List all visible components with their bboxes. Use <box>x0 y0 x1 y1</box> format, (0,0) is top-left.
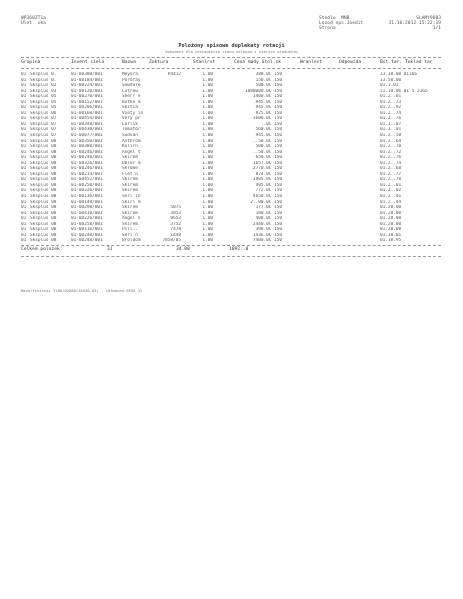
table-cell: 1.00 <box>202 144 213 150</box>
table-cell: 01-0D248/001 <box>71 238 103 244</box>
table-cell: 01 <box>21 232 27 238</box>
table-cell: 1400.0C 150 <box>252 94 282 100</box>
table-cell: 01-0D214/001 <box>71 171 103 177</box>
table-cell: 13.30.08 01166 <box>380 72 418 77</box>
column-header <box>21 60 441 67</box>
data-rows <box>21 72 441 244</box>
table-cell: P4412 <box>167 72 181 77</box>
table-cell: Butko m <box>122 99 141 105</box>
table-cell: Sksplus 08 <box>30 238 57 244</box>
table-cell: 01.20.00 <box>380 221 402 227</box>
table-cell: 01 <box>21 77 27 83</box>
table-cell: Sksplus 08 <box>30 210 57 216</box>
table-cell: 398.0C 150 <box>255 227 282 233</box>
table-cell: Sudvan <box>122 133 138 139</box>
table-cell: 1.00 <box>202 83 213 89</box>
table-cell: 1.00 <box>202 205 213 211</box>
table-cell: 01-0D452/001 <box>71 177 103 183</box>
table-cell: 1436.0C 150 <box>252 232 282 238</box>
table-cell: Sksplus 08 <box>30 166 57 172</box>
table-cell: Sksplus 03 <box>30 88 57 94</box>
table-cell: 01.2..70 <box>380 144 402 150</box>
table-cell: 1.00 <box>202 199 213 205</box>
table-cell: 01.2..77 <box>380 171 402 177</box>
table-cell: 01.1.01 <box>380 83 399 89</box>
table-cell: Sksplus 08 <box>30 205 57 211</box>
table-cell: 01-0D224/001 <box>71 83 103 89</box>
table-cell: Skirem <box>122 177 138 183</box>
table-cell: Sksplus 05 <box>30 99 57 105</box>
table-cell: 180.0C 150 <box>255 210 282 216</box>
rule-header <box>21 68 441 69</box>
table-cell: 925.0C 150 <box>255 110 282 116</box>
table-cell: 01.2..74 <box>380 160 402 166</box>
table-cell: Anthrom <box>122 138 141 144</box>
col-cena: Cena mady Stol.sk <box>234 60 282 65</box>
table-cell: 01 <box>21 110 27 116</box>
table-cell: Flet n <box>122 171 138 177</box>
table-cell: Skirem <box>122 155 138 161</box>
table-cell: 01.2..70 <box>380 177 402 183</box>
table-cell: 01.2..68 <box>380 166 402 172</box>
table-cell: 01-0D380/001 <box>71 144 103 150</box>
table-cell: 5075 <box>170 205 181 211</box>
table-cell: 01-0D160/001 <box>71 110 103 116</box>
table-row <box>21 238 441 244</box>
table-cell: Skitia <box>122 105 138 111</box>
table-cell: 01.2..73 <box>380 99 402 105</box>
table-cell: Sksplus 08 <box>30 188 57 194</box>
table-cell: Sksplus 08 <box>30 160 57 166</box>
table-cell: Sksplus 07 <box>30 133 57 139</box>
table-cell: 01.2..76 <box>380 116 402 122</box>
table-cell: Sowdure <box>122 83 141 89</box>
table-cell: 1.00 <box>202 171 213 177</box>
table-cell: 01.2..01 <box>380 94 402 100</box>
table-cell: Sksplus 08 <box>30 232 57 238</box>
table-cell: 1.00 <box>202 188 213 194</box>
table-cell: ..0C 150 <box>260 121 282 127</box>
table-cell: Sksplus 08 <box>30 199 57 205</box>
table-cell: 4650.0C 150 <box>252 194 282 200</box>
table-cell: 01 <box>21 177 27 183</box>
table-cell: 01-0D120/001 <box>71 88 103 94</box>
table-cell: Sksplus 07 <box>30 116 57 122</box>
table-cell: 01 <box>21 238 27 244</box>
table-cell: 1.00 <box>202 160 213 166</box>
header-right: SLAMY9003 31.10.2012 15:22:19 1/1 <box>388 16 441 31</box>
table-cell: 01 <box>21 88 27 94</box>
table-cell: Sksplus 07 <box>30 127 57 133</box>
table-cell: 1.00 <box>202 194 213 200</box>
table-cell: 01 <box>21 182 27 188</box>
table-cell: 01-0D258/001 <box>71 221 103 227</box>
table-cell: 01.2..02 <box>380 188 402 194</box>
report-title: Polożony spisowe duplekaty rotacji <box>178 43 285 49</box>
table-cell: 2770.0C 150 <box>252 166 282 172</box>
table-cell: Sksplus 08 <box>30 171 57 177</box>
table-cell: Sksplus 08 <box>30 138 57 144</box>
table-cell: 1.00 <box>202 77 213 83</box>
table-cell: 01-0D184/001 <box>71 77 103 83</box>
table-cell: Skirl m <box>122 199 141 205</box>
table-cell: 01 <box>21 72 27 77</box>
table-cell: 01.1..07 <box>380 121 402 127</box>
table-cell: 7478 <box>170 227 181 233</box>
table-cell: 01 <box>21 94 27 100</box>
table-cell: 01 <box>21 160 27 166</box>
table-cell: Sksplus 08 <box>30 149 57 155</box>
table-cell: Sherr e <box>122 94 141 100</box>
header-middle: Stedlo MNB Lozod nps.Joedit Strona <box>319 16 364 31</box>
table-cell: 01-0D290/001 <box>71 205 103 211</box>
table-cell: 01-0D206/001 <box>71 105 103 111</box>
table-cell: 01.2..74 <box>380 110 402 116</box>
col-wranlest: Wranlest <box>300 60 323 65</box>
col-odpowida: Odpowida <box>339 60 362 65</box>
table-cell: 01-0D348/001 <box>71 121 103 127</box>
table-cell: 01 <box>21 121 27 127</box>
table-cell: 01 <box>21 144 27 150</box>
table-cell: 01.20.00 <box>380 205 402 211</box>
table-cell: Sksplus 08 <box>30 182 57 188</box>
table-cell: 1.00 <box>202 232 213 238</box>
table-cell: 01-0D240/001 <box>71 155 103 161</box>
table-cell: VIety in <box>122 110 144 116</box>
table-cell: 01.20.00 <box>380 216 402 222</box>
table-cell: 01.2..64 <box>380 138 402 144</box>
rule-bottom <box>21 245 441 246</box>
table-cell: 01 <box>21 138 27 144</box>
table-cell: 01-0D454/001 <box>71 116 103 122</box>
table-cell: 01 <box>21 99 27 105</box>
table-cell: 21.10.06 01 5 2165 <box>380 88 428 94</box>
table-cell: 945.0C 150 <box>255 99 282 105</box>
table-cell: 0653 <box>170 216 181 222</box>
table-cell: Kolirn <box>122 144 138 150</box>
table-cell: 01.20.00 <box>380 227 402 233</box>
table-cell: 1.00 <box>202 166 213 172</box>
table-cell: 1.00 <box>202 138 213 144</box>
table-cell: 01 <box>21 205 27 211</box>
footer-note: Mavalfiniscaz 3188/02888(ZA030.03) - 10fmaced.9ESO_31 <box>21 288 143 293</box>
table-cell: Angel t <box>122 149 141 155</box>
table-cell: 560.0C 150 <box>255 127 282 133</box>
table-cell: 01-0D246/001 <box>71 149 103 155</box>
table-cell: Sksplus 08 <box>30 216 57 222</box>
table-cell: Skirem <box>122 205 138 211</box>
table-cell: Serl n <box>122 232 138 238</box>
table-cell: 1.00 <box>202 238 213 244</box>
table-cell: 01-0D430/001 <box>71 127 103 133</box>
table-cell: 1.00 <box>202 149 213 155</box>
table-cell: 500.0C 150 <box>255 144 282 150</box>
table-cell: 945.0C 150 <box>255 105 282 111</box>
table-cell: 3752 <box>170 221 181 227</box>
table-cell: Sksplus 05 <box>30 105 57 111</box>
table-cell: 1.00 <box>202 88 213 94</box>
table-cell: Lutrew <box>122 88 138 94</box>
table-cell: 3600.0C 150 <box>252 116 282 122</box>
table-cell: 01.10.95 <box>380 238 402 244</box>
table-cell: 01-0D410/001 <box>71 210 103 216</box>
table-cell: 01-0D270/001 <box>71 94 103 100</box>
table-cell: 01 <box>21 221 27 227</box>
table-cell: 400.0C 150 <box>255 216 282 222</box>
totals-qty: 34.00 <box>176 247 190 252</box>
table-cell: Lorlik <box>122 121 138 127</box>
totals-label: Celkem polozek: <box>21 247 63 252</box>
table-cell: Sksplus 05 <box>30 94 57 100</box>
table-cell: 3853 <box>170 210 181 216</box>
col-nazwa: Nazwa <box>122 60 136 65</box>
table-cell: 01 <box>21 199 27 205</box>
table-cell: 01 <box>21 149 27 155</box>
col-zaktura: Zaktura <box>149 60 169 65</box>
table-cell: Sksplus 08 <box>30 221 57 227</box>
table-cell: 01 <box>21 116 27 122</box>
table-cell: Serl in <box>122 194 141 200</box>
table-cell: 177.0C 150 <box>255 205 282 211</box>
table-cell: 01-0D326/001 <box>71 160 103 166</box>
table-cell: 01 <box>21 166 27 172</box>
table-cell: 01.2..92 <box>380 105 402 111</box>
table-cell: 1.00 <box>202 182 213 188</box>
table-cell: Sksplus 06 <box>30 110 57 116</box>
table-cell: 1.00 <box>202 210 213 216</box>
table-cell: 1.00 <box>202 105 213 111</box>
table-cell: 01.2..01 <box>380 194 402 200</box>
table-cell: 01-0D116/001 <box>71 227 103 233</box>
table-cell: 500.0C 150 <box>255 83 282 89</box>
table-cell: 01 <box>21 133 27 139</box>
table-cell: 7858/05 <box>162 238 181 244</box>
table-cell: 01-0D350/001 <box>71 138 103 144</box>
table-cell: Broldom <box>122 238 141 244</box>
table-cell: Sksplus 08 <box>30 144 57 150</box>
table-cell: 1657.0C 150 <box>252 160 282 166</box>
table-cell: 1.00 <box>202 221 213 227</box>
table-cell: Sksplus 08 <box>30 227 57 233</box>
table-cell: 01 <box>21 227 27 233</box>
table-cell: 01.1..01 <box>380 127 402 133</box>
table-cell: 650.0C 150 <box>255 155 282 161</box>
table-cell: 01-0D250/001 <box>71 182 103 188</box>
table-cell: Sksplus 08 <box>30 155 57 161</box>
col-grupina: Grupina <box>21 60 41 65</box>
col-bst: Bst.tar. Toklad tar <box>380 60 433 65</box>
table-cell: 1.00 <box>202 227 213 233</box>
table-cell: Skirem <box>122 188 138 194</box>
table-cell: 1.00 <box>202 155 213 161</box>
table-cell: Skrome <box>122 166 138 172</box>
table-cell: 01-0D226/001 <box>71 216 103 222</box>
table-cell: Porofay <box>122 77 141 83</box>
table-cell: 01-0D152/001 <box>71 99 103 105</box>
table-cell: Sksplus 0. <box>30 72 57 77</box>
table-cell: 01-0D136/001 <box>71 194 103 200</box>
table-cell: 01-0D077/001 <box>71 133 103 139</box>
table-cell: 01 <box>21 127 27 133</box>
table-cell: 1.00 <box>202 216 213 222</box>
table-cell: ..50.0C 150 <box>252 138 282 144</box>
table-cell: 01-0D380/001 <box>71 72 103 77</box>
col-stan: Stanlrst <box>193 60 216 65</box>
table-cell: 1.00 <box>202 177 213 183</box>
table-cell: Tomator <box>122 127 141 133</box>
table-cell: Sksplus 07 <box>30 121 57 127</box>
totals-amount: 1092..0 <box>229 247 249 252</box>
table-cell: 1905.0C 150 <box>252 177 282 183</box>
table-cell: Meyora <box>122 72 138 77</box>
table-cell: 01 <box>21 188 27 194</box>
table-cell: 01.2..44 <box>380 199 402 205</box>
col-invent: Invent ciela <box>71 60 105 65</box>
table-cell: 1.00 <box>202 99 213 105</box>
table-cell: Ubler m <box>122 160 141 166</box>
table-cell: 13.50.00 <box>380 77 402 83</box>
table-cell: Angel n <box>122 216 141 222</box>
rule-totals <box>21 256 441 257</box>
report-subtitle: dokument dla zestawienia stanu sklepow i szarych produktow <box>165 49 298 54</box>
header-left: WP360ZT1a Ulet ska <box>21 16 46 26</box>
table-cell: 1.00 <box>202 110 213 116</box>
totals-count: 31 <box>107 247 113 252</box>
table-cell: 01 <box>21 83 27 89</box>
table-cell: 01 <box>21 105 27 111</box>
totals-row <box>21 247 441 254</box>
table-cell: 1.00 <box>202 121 213 127</box>
table-cell: Skirem <box>122 221 138 227</box>
table-cell: 945.0C 150 <box>255 133 282 139</box>
table-cell: Sksplus 08 <box>30 177 57 183</box>
table-cell: 01-0D240/001 <box>71 232 103 238</box>
table-cell: Pill.. <box>122 227 138 233</box>
table-cell: ..50.0C 150 <box>252 149 282 155</box>
table-cell: 150.0C 150 <box>255 77 282 83</box>
table-cell: 01.2..01 <box>380 182 402 188</box>
table-cell: Skirem <box>122 182 138 188</box>
table-cell: 01 <box>21 194 27 200</box>
table-cell: 01.2..76 <box>380 155 402 161</box>
table-cell: 01-0D148/001 <box>71 199 103 205</box>
table-cell: 874.0C 150 <box>255 171 282 177</box>
table-cell: 01 <box>21 216 27 222</box>
table-cell: 1.00 <box>202 72 213 77</box>
table-cell: Skirem <box>122 210 138 216</box>
table-cell: 01 <box>21 155 27 161</box>
table-cell: 2440.0C 150 <box>252 221 282 227</box>
table-cell: Sksplus 0. <box>30 77 57 83</box>
table-cell: 01-0D326/001 <box>71 188 103 194</box>
table-cell: 1.00 <box>202 94 213 100</box>
table-cell: 405.0C 150 <box>255 182 282 188</box>
table-cell: 01.2..58 <box>380 133 402 139</box>
rule-top <box>21 57 441 58</box>
table-cell: Very pr <box>122 116 141 122</box>
table-cell: 1440 <box>170 232 181 238</box>
table-cell: 01-0D246/001 <box>71 166 103 172</box>
table-cell: 7400.0C 150 <box>252 238 282 244</box>
table-cell: 1.00 <box>202 133 213 139</box>
table-cell: 01.2..72 <box>380 149 402 155</box>
table-cell: 01.20.00 <box>380 210 402 216</box>
table-cell: 1080000.0C 150 <box>244 88 282 94</box>
table-cell: Sksplus 08 <box>30 194 57 200</box>
table-cell: 1.00 <box>202 116 213 122</box>
table-cell: 01 <box>21 210 27 216</box>
table-cell: 1.00 <box>202 127 213 133</box>
table-cell: 01 <box>21 171 27 177</box>
table-cell: 388.0C 150 <box>255 72 282 77</box>
table-cell: Sksplus 02 <box>30 83 57 89</box>
table-cell: 772.0C 150 <box>255 188 282 194</box>
table-cell: 2..00.0C 150 <box>250 199 282 205</box>
table-cell: 01.10.01 <box>380 232 402 238</box>
